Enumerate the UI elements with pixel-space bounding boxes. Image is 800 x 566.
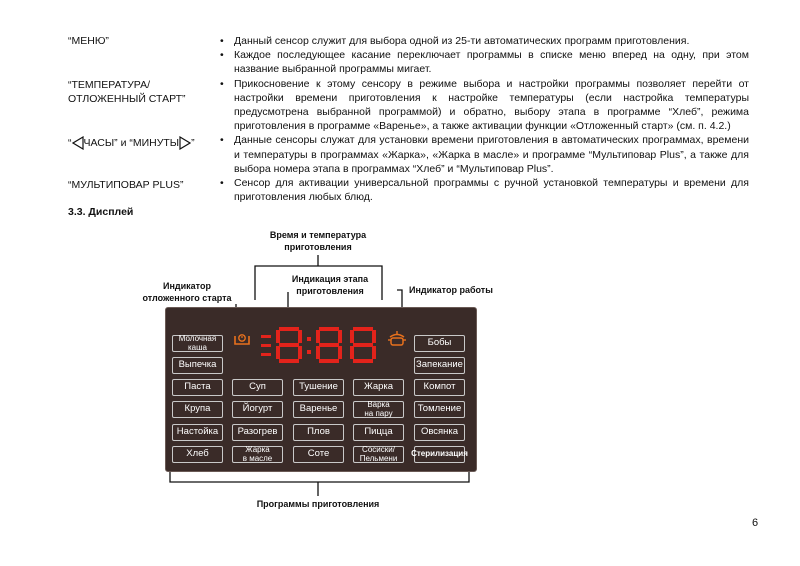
term-hours-quote-open: “ <box>68 137 72 149</box>
program-steam-button[interactable] <box>353 401 404 418</box>
desc-menu: • Данный сенсор служит для выбора одной из 25-ти автоматических программ приготовления. <box>220 34 749 48</box>
program-sausages-button[interactable] <box>353 446 404 463</box>
program-fry-button[interactable]: Жарка <box>353 379 404 396</box>
callout-delay-indicator <box>142 280 231 304</box>
digit-minutes-tens <box>316 327 342 363</box>
term-hours-text: ЧАСЫ” и “МИНУТЫ <box>83 137 180 149</box>
callout-stage-line1: Индикация этапа <box>291 274 369 284</box>
callout-work-indicator: Индикатор работы <box>409 285 493 295</box>
delay-start-icon <box>233 331 251 347</box>
program-pasta-button[interactable]: Паста <box>172 379 223 396</box>
desc-hours-minutes: • Данные сенсоры служат для установки времени приготовления в автоматических программах, времени и температуры в программах «Жарка», «Жарка в масле» и программе “Мультиповар Plus”, а также для выбора номера этапа в программах “Хлеб” и “Мультиповар Plus”. <box>220 133 749 176</box>
program-pizza-button[interactable]: Пицца <box>353 424 404 441</box>
term-temp-line2: ОТЛОЖЕННЫЙ СТАРТ” <box>68 93 186 105</box>
program-beans-button[interactable]: Бобы <box>414 335 465 352</box>
callout-stage-indicator <box>292 273 368 297</box>
callout-programs: Программы приготовления <box>256 499 380 509</box>
program-oatmeal-button[interactable]: Овсянка <box>414 424 465 441</box>
program-soup-button[interactable]: Суп <box>232 379 283 396</box>
program-saute-button[interactable]: Соте <box>293 446 344 463</box>
program-bread-button[interactable]: Хлеб <box>172 446 223 463</box>
desc-multicooker: • Сенсор для активации универсальной программы с ручной установкой температуры и времени для приготовления любых блюд. <box>220 176 749 204</box>
page-number: 6 <box>752 517 759 529</box>
term-temp-line1: “ТЕМПЕРАТУРА/ <box>68 79 151 91</box>
program-steam-label: Варка на пару <box>364 400 393 418</box>
program-deep-fry-label: Жарка в масле <box>242 445 273 463</box>
callout-time-temp-line1: Время и температура <box>269 230 367 240</box>
program-reheat-button[interactable]: Разогрев <box>232 424 283 441</box>
pot-icon <box>387 329 407 349</box>
program-compote-button[interactable]: Компот <box>414 379 465 396</box>
program-stew-button[interactable]: Тушение <box>293 379 344 396</box>
callout-stage-line2: приготовления <box>296 286 364 296</box>
program-groats-button[interactable]: Крупа <box>172 401 223 418</box>
term-menu: “МЕНЮ” <box>68 35 109 47</box>
control-panel <box>165 307 477 472</box>
program-sausages-label: Сосиски/ Пельмени <box>359 445 398 463</box>
program-infusion-button[interactable]: Настойка <box>172 424 223 441</box>
program-sterilize-button[interactable]: Стерилизация <box>414 446 465 463</box>
digit-hours <box>276 327 302 363</box>
program-milk-porridge-label: Молочная каша <box>178 334 217 352</box>
section-title: 3.3. Дисплей <box>68 206 134 218</box>
program-deep-fry-button[interactable] <box>232 446 283 463</box>
program-milk-porridge-button[interactable] <box>172 335 223 352</box>
program-jam-button[interactable]: Варенье <box>293 401 344 418</box>
desc-temp-delay: • Прикосновение к этому сенсору в режиме выбора и настройки программы позволяет перейти от настройки времени приготовления к настройке температуры (если настройка температуры предусмотрена выбранной программой) и обратно, выбору этапа в программе “Хлеб”, режима приготовления в программе «Варенье», а также активации функции «Отложенный старт» (см. п. 4.2.) <box>220 77 749 134</box>
program-baking-button[interactable]: Выпечка <box>172 357 223 374</box>
program-simmer-button[interactable]: Томление <box>414 401 465 418</box>
colon <box>307 337 311 354</box>
program-pilaf-button[interactable]: Плов <box>293 424 344 441</box>
callout-delay-line1: Индикатор <box>163 281 211 291</box>
term-multicooker: “МУЛЬТИПОВАР PLUS” <box>68 179 184 191</box>
callout-time-temp <box>270 229 366 253</box>
digit-minutes-ones <box>350 327 376 363</box>
stage-indicator-bars <box>261 335 271 356</box>
program-casserole-button[interactable]: Запекание <box>414 357 465 374</box>
desc-menu-next: • Каждое последующее касание переключает программы в списке меню вперед на одну, при этом название выбранной программы мигает. <box>220 48 749 76</box>
program-yogurt-button[interactable]: Йогурт <box>232 401 283 418</box>
led-display <box>259 325 383 365</box>
callout-delay-line2: отложенного старта <box>142 293 232 303</box>
callout-time-temp-line2: приготовления <box>284 242 352 252</box>
term-hours-quote-close: ” <box>191 137 195 149</box>
